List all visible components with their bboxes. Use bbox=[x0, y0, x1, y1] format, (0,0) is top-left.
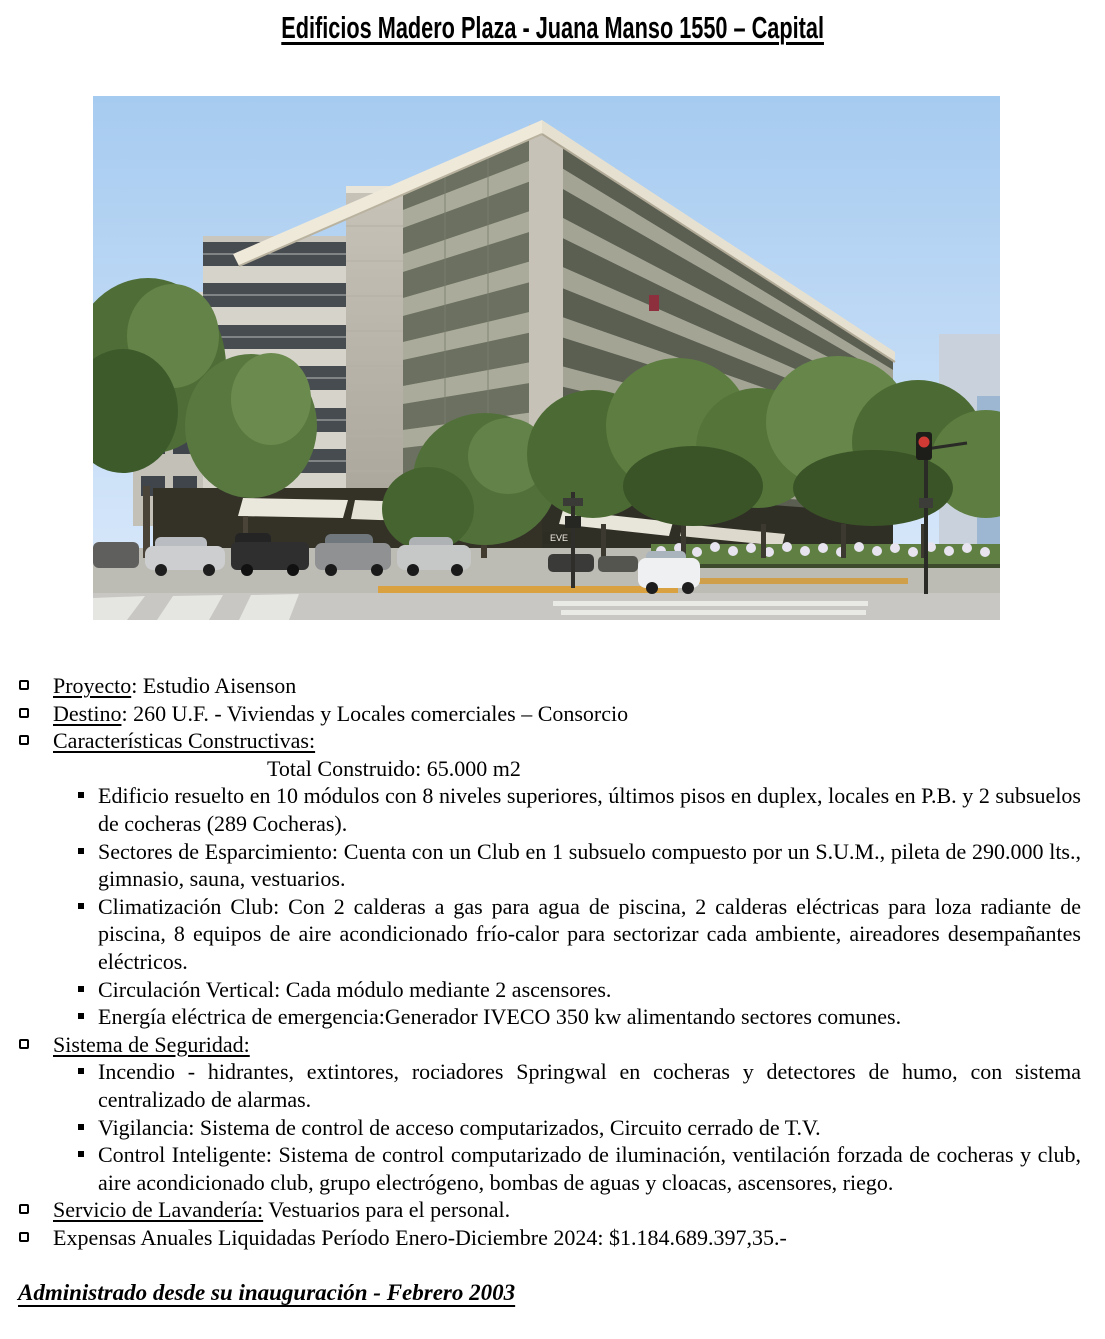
list-item-text: Proyecto: Estudio Aisenson bbox=[53, 673, 297, 698]
awning bbox=[238, 498, 348, 518]
building-photo bbox=[93, 96, 1000, 620]
red-banner bbox=[649, 295, 659, 311]
checkbox-bullet-icon bbox=[19, 708, 29, 718]
street bbox=[93, 593, 1000, 620]
sub-item-climatizacion: Climatización Club: Con 2 calderas a gas para agua de piscina, 2 calderas eléctricas para loza radiante de piscina, 8 equipos de aire acondicionado frío-calor para sectorizar cada ambiente, aireadores desempañantes eléctricos. bbox=[78, 893, 1081, 976]
list-item-lavanderia bbox=[18, 1196, 1081, 1224]
footer-note: Administrado desde su inauguración - Febrero 2003 bbox=[18, 1280, 516, 1305]
list-item-text: Características Constructivas: bbox=[53, 728, 316, 754]
checkbox-bullet-icon bbox=[19, 1232, 29, 1242]
sub-item-control: Control Inteligente: Sistema de control computarizado de iluminación, ventilación forzada de cocheras y club, aire acondicionado club, grupo electrógeno, bombas de aguas y cloacas, ascensores, riego. bbox=[78, 1141, 1081, 1196]
checkbox-bullet-icon bbox=[19, 735, 29, 745]
sub-item-edificio: Edificio resuelto en 10 módulos con 8 niveles superiores, últimos pisos en duplex, locales en P.B. y 2 subsuelos de cocheras (289 Cocheras). bbox=[78, 782, 1081, 837]
checkbox-bullet-icon bbox=[19, 680, 29, 690]
list-item-caracteristicas bbox=[18, 727, 1081, 755]
list-item-destino bbox=[18, 700, 1081, 728]
total-construido-line: Total Construido: 65.000 m2 bbox=[267, 755, 521, 781]
square-bullet-icon bbox=[78, 848, 84, 854]
storefront-sign-text: EVE bbox=[549, 533, 569, 543]
checkbox-bullet-icon bbox=[19, 1204, 29, 1214]
sub-item-vigilancia: Vigilancia: Sistema de control de acceso computarizados, Circuito cerrado de T.V. bbox=[78, 1114, 1081, 1142]
crosswalk-left bbox=[93, 594, 299, 620]
square-bullet-icon bbox=[78, 1068, 84, 1074]
square-bullet-icon bbox=[78, 903, 84, 909]
property-details-list bbox=[18, 672, 1081, 1251]
list-item-seguridad bbox=[18, 1031, 1081, 1059]
list-item-text: Servicio de Lavandería: Vestuarios para el personal. bbox=[53, 1197, 511, 1223]
square-bullet-icon bbox=[78, 1124, 84, 1130]
sub-item-energia: Energía eléctrica de emergencia:Generador IVECO 350 kw alimentando sectores comunes. bbox=[78, 1003, 1081, 1031]
sub-item-incendio: Incendio - hidrantes, extintores, rociadores Springwal en cocheras y detectores de humo, con sistema centralizado de alarmas. bbox=[78, 1058, 1081, 1113]
checkbox-bullet-icon bbox=[19, 1039, 29, 1049]
square-bullet-icon bbox=[78, 986, 84, 992]
yellow-curb-far bbox=[673, 578, 908, 584]
sub-item-esparcimiento: Sectores de Esparcimiento: Cuenta con un Club en 1 subsuelo compuesto por un S.U.M., pileta de 290.000 lts., gimnasio, sauna, vestuarios. bbox=[78, 838, 1081, 893]
list-item-text: Sistema de Seguridad: bbox=[53, 1031, 250, 1057]
list-item-proyecto bbox=[18, 672, 1081, 700]
list-item-text: Destino: 260 U.F. - Viviendas y Locales comerciales – Consorcio bbox=[53, 700, 629, 726]
page-title: Edificios Madero Plaza - Juana Manso 1550 – Capital bbox=[281, 10, 824, 45]
square-bullet-icon bbox=[78, 1151, 84, 1157]
square-bullet-icon bbox=[78, 792, 84, 798]
building-photo-illustration bbox=[93, 96, 1000, 620]
sub-item-circulacion: Circulación Vertical: Cada módulo mediante 2 ascensores. bbox=[78, 976, 1081, 1004]
list-item-expensas: Expensas Anuales Liquidadas Período Enero-Diciembre 2024: $1.184.689.397,35.- bbox=[18, 1224, 1081, 1252]
square-bullet-icon bbox=[78, 1013, 84, 1019]
